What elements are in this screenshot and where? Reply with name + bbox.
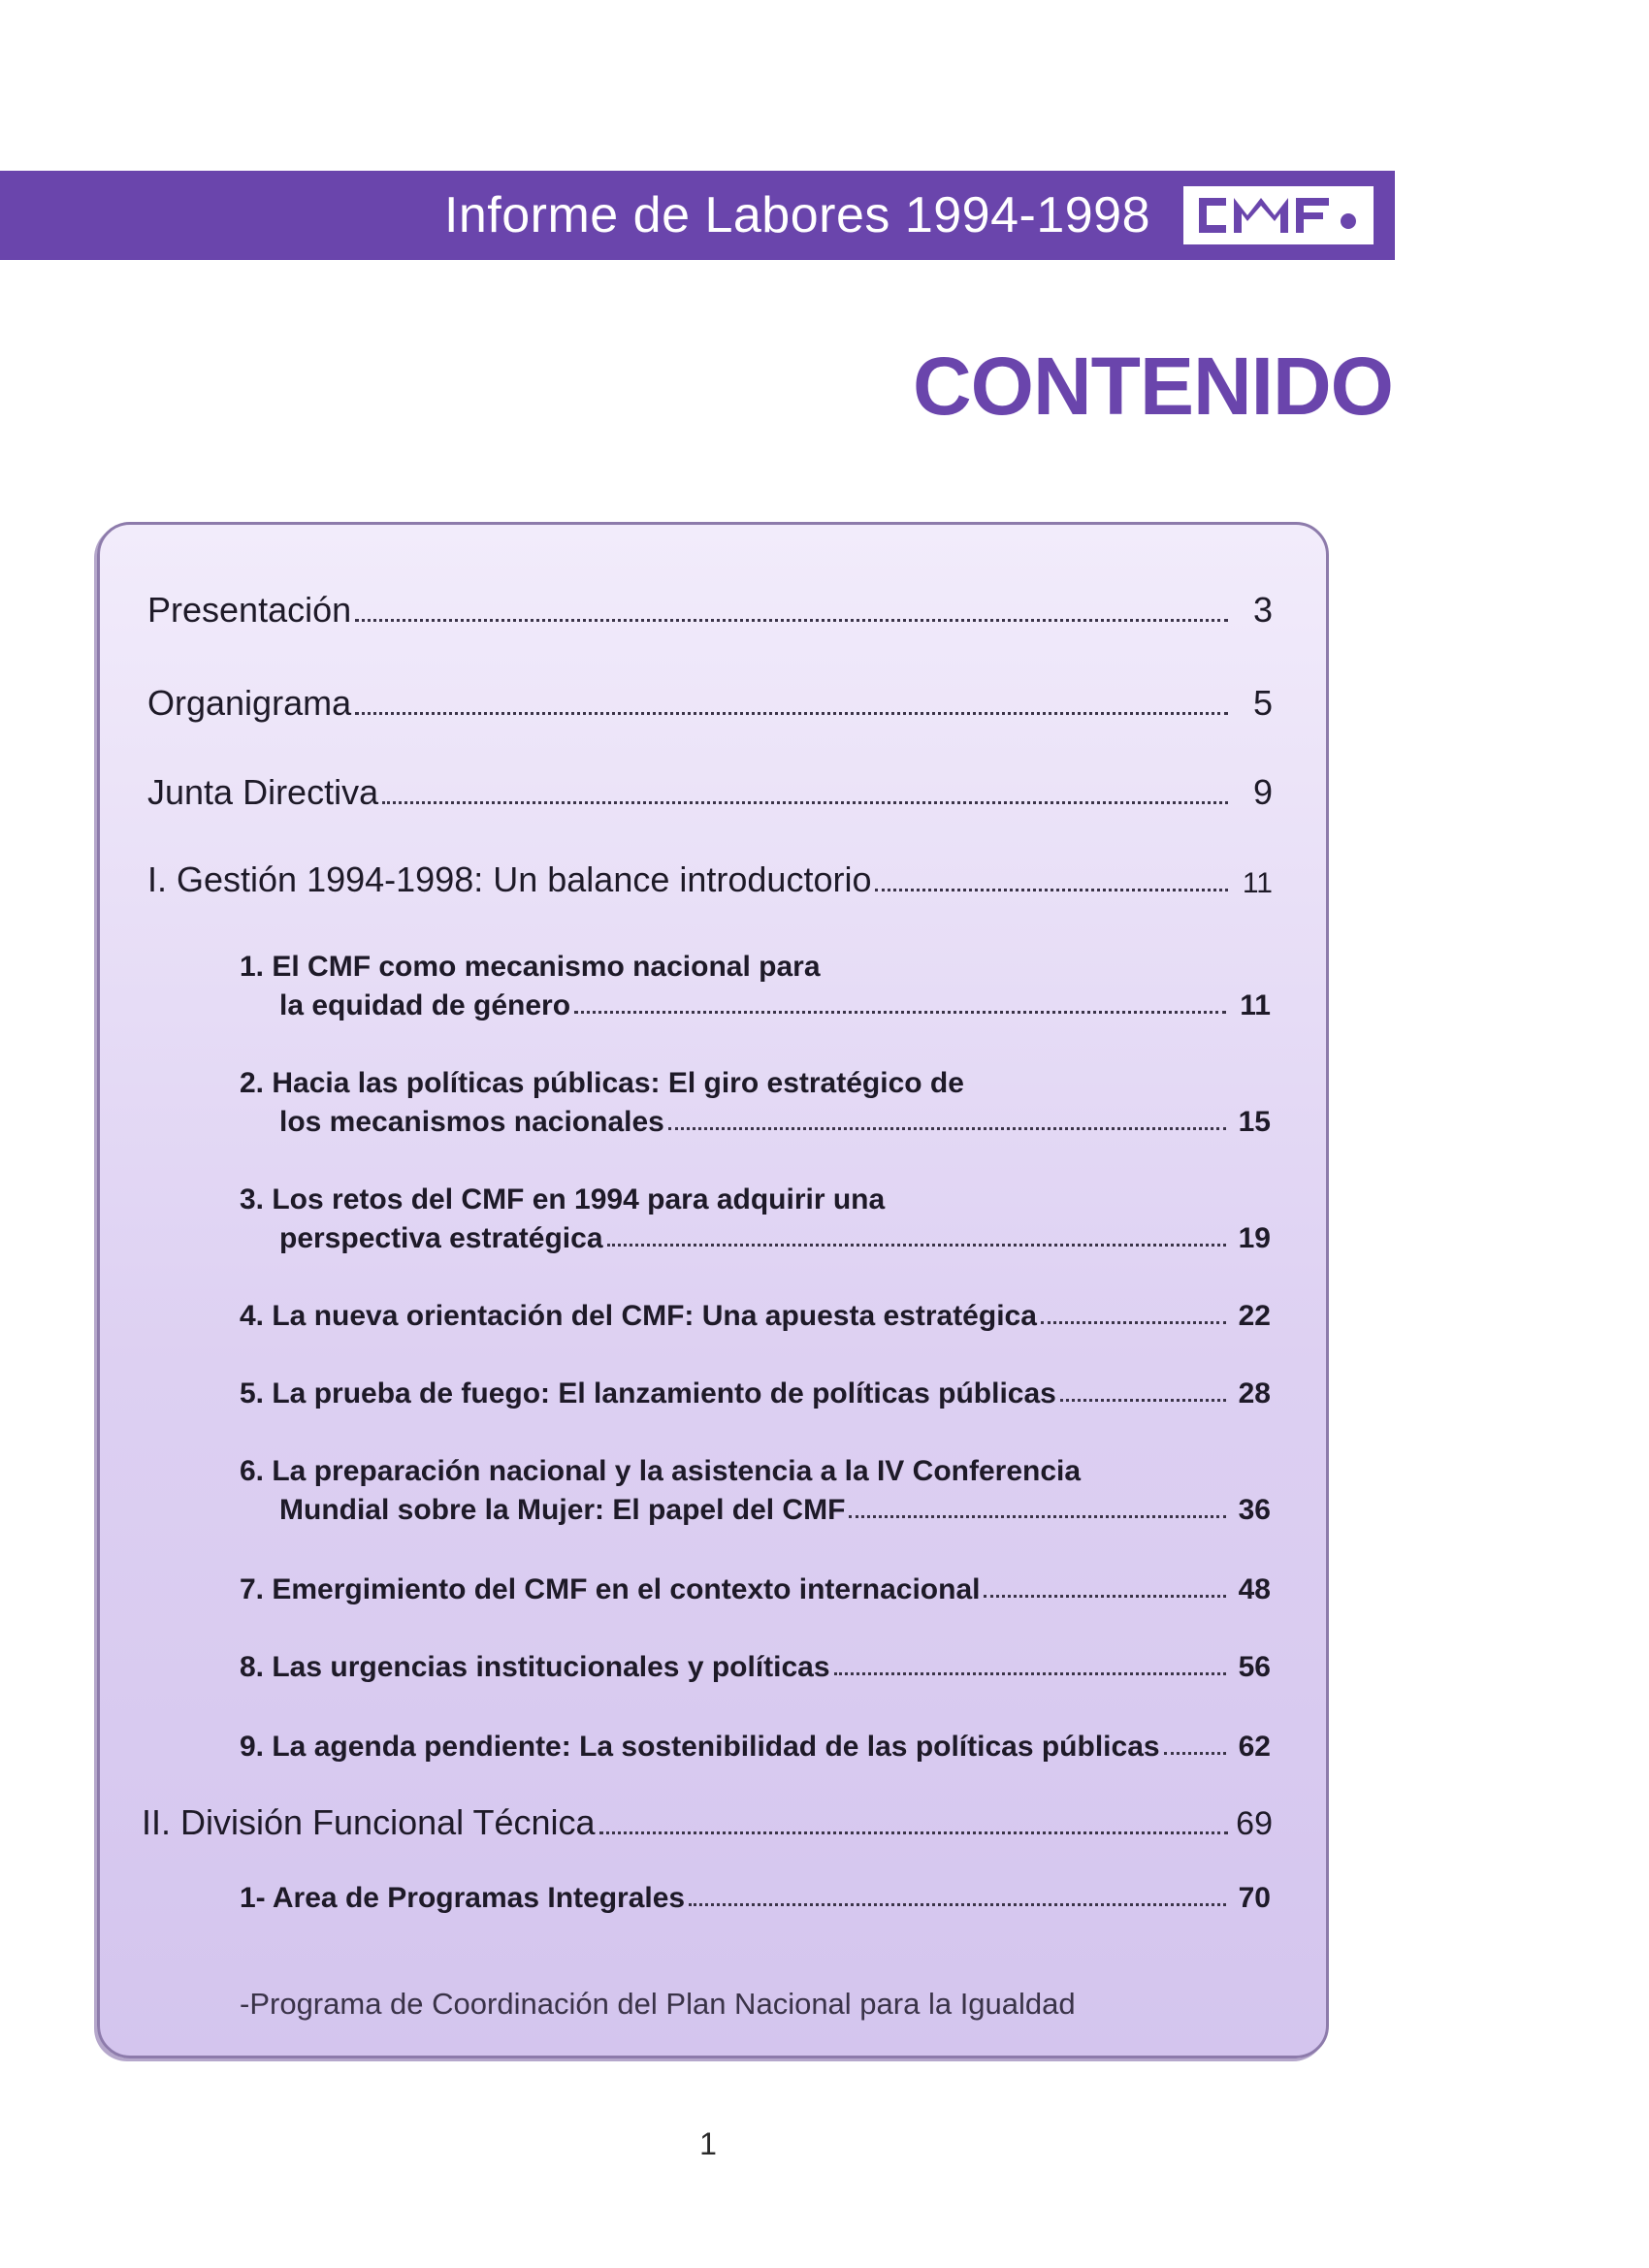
toc-entry-page: 62	[1238, 1731, 1271, 1763]
leader-dots	[1041, 1321, 1226, 1324]
leader-dots	[668, 1127, 1226, 1130]
toc-entry-page: 28	[1238, 1377, 1271, 1409]
toc-entry-page: 69	[1236, 1805, 1273, 1842]
toc-entry-label: Presentación	[147, 590, 352, 630]
toc-entry-page: 48	[1238, 1573, 1271, 1605]
toc-entry-label: 1- Area de Programas Integrales	[240, 1882, 686, 1914]
report-title: Informe de Labores 1994-1998	[443, 187, 1150, 243]
leader-dots	[849, 1515, 1226, 1518]
toc-entry-label-line1: 1. El CMF como mecanismo nacional para	[240, 951, 821, 983]
toc-entry-division-funcional[interactable]	[142, 1802, 1273, 1843]
leader-dots	[574, 1011, 1226, 1014]
leader-dots	[984, 1595, 1226, 1598]
contents-heading: CONTENIDO	[913, 340, 1393, 432]
toc-entry-item-8[interactable]	[240, 1651, 1271, 1684]
toc-entry-label-line1: 3. Los retos del CMF en 1994 para adquirir una	[240, 1183, 886, 1215]
toc-entry-label-line2: Mundial sobre la Mujer: El papel del CMF	[279, 1494, 846, 1526]
toc-entry-label: Junta Directiva	[147, 772, 379, 812]
toc-entry-item-9[interactable]	[240, 1731, 1271, 1764]
leader-dots	[607, 1244, 1226, 1247]
leader-dots	[382, 801, 1228, 804]
leader-dots	[875, 889, 1228, 891]
leader-dots	[1060, 1399, 1226, 1402]
toc-subentry-programa: -Programa de Coordinación del Plan Nacional para la Igualdad	[240, 1987, 1076, 2021]
leader-dots	[599, 1831, 1228, 1834]
toc-entry-organigrama[interactable]	[147, 683, 1273, 724]
toc-entry-page: 11	[1240, 989, 1271, 1021]
toc-entry-label: 8. Las urgencias institucionales y políticas	[240, 1651, 830, 1683]
toc-entry-item-5[interactable]	[240, 1377, 1271, 1410]
toc-entry-junta-directiva[interactable]	[147, 772, 1273, 813]
toc-entry-page: 36	[1238, 1494, 1271, 1526]
leader-dots	[834, 1672, 1226, 1675]
header-band	[0, 171, 1395, 260]
toc-entry-label: Organigrama	[147, 683, 352, 723]
toc-entry-gestion[interactable]	[147, 859, 1273, 900]
toc-entry-label: 5. La prueba de fuego: El lanzamiento de políticas públicas	[240, 1377, 1056, 1409]
toc-entry-page: 11	[1242, 867, 1273, 899]
cmf-logo	[1183, 186, 1374, 244]
toc-entry-page: 70	[1238, 1882, 1271, 1914]
leader-dots	[355, 619, 1228, 622]
toc-entry-label: 4. La nueva orientación del CMF: Una apuesta estratégica	[240, 1300, 1037, 1332]
toc-entry-page: 3	[1252, 590, 1273, 630]
toc-entry-label: II. División Funcional Técnica	[142, 1802, 596, 1842]
toc-entry-presentacion[interactable]	[147, 590, 1273, 631]
leader-dots	[689, 1903, 1226, 1906]
leader-dots	[355, 712, 1228, 715]
leader-dots	[1164, 1752, 1226, 1755]
toc-entry-page: 22	[1238, 1300, 1271, 1332]
toc-entry-area-programas[interactable]	[240, 1882, 1271, 1915]
toc-entry-page: 56	[1238, 1651, 1271, 1683]
toc-entry-page: 5	[1252, 683, 1273, 723]
toc-entry-label-line2: perspectiva estratégica	[279, 1222, 603, 1254]
page-number: 1	[699, 2126, 717, 2161]
toc-entry-label-line1: 6. La preparación nacional y la asistencia a la IV Conferencia	[240, 1455, 1082, 1487]
toc-entry-item-4[interactable]	[240, 1300, 1271, 1333]
toc-entry-page: 15	[1238, 1106, 1271, 1138]
toc-entry-item-7[interactable]	[240, 1573, 1271, 1606]
toc-entry-label-line2: los mecanismos nacionales	[279, 1106, 664, 1138]
toc-entry-label: I. Gestión 1994-1998: Un balance introductorio	[147, 859, 872, 899]
toc-entry-label: 7. Emergimiento del CMF en el contexto internacional	[240, 1573, 981, 1605]
toc-entry-page: 9	[1252, 772, 1273, 812]
toc-entry-label: 9. La agenda pendiente: La sostenibilidad de las políticas públicas	[240, 1731, 1160, 1763]
toc-entry-label-line1: 2. Hacia las políticas públicas: El giro estratégico de	[240, 1067, 964, 1099]
toc-entry-page: 19	[1238, 1222, 1271, 1254]
toc-entry-label-line2: la equidad de género	[279, 989, 571, 1021]
